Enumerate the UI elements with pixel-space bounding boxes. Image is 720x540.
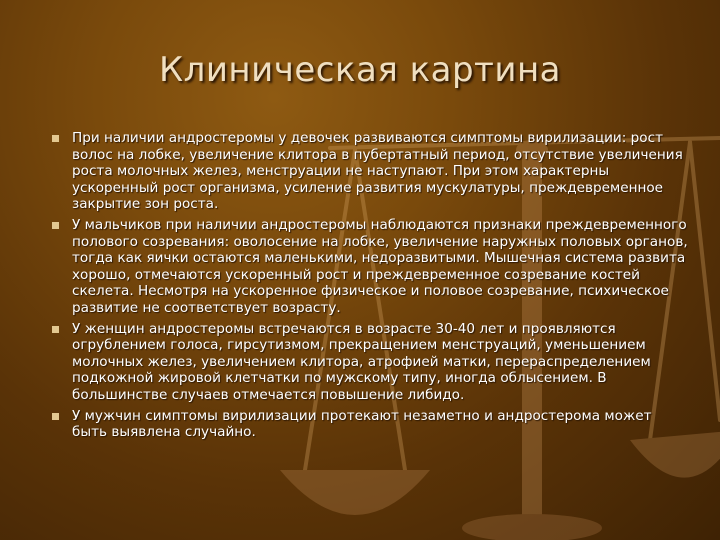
bullet-text: У женщин андростеромы встречаются в возрасте 30-40 лет и проявляются огрублением голоса, гирсутизмом, прекращением менструаций, уменьшением молочных желез, увеличением клитора, атрофией матки, перераспределением подкожной жировой клетчатки по мужскому типу, иногда облысением. В большинстве случаев отмечается повышение либидо. (72, 320, 651, 403)
square-bullet-icon (52, 413, 59, 420)
list-item (48, 408, 688, 441)
slide-title: Клиническая картина (158, 50, 562, 90)
list-item (48, 321, 688, 404)
list-item (48, 217, 688, 317)
square-bullet-icon (52, 326, 59, 333)
bullet-text: При наличии андростеромы у девочек развиваются симптомы вирилизации: рост волос на лобке, увеличение клитора в пубертатный период, отсутствие увеличения роста молочных желез, менструации не наступают. При этом характерны ускоренный рост организма, усиление развития мускулатуры, преждевременное закрытие зон роста. (72, 130, 683, 213)
square-bullet-icon (52, 222, 59, 229)
bullet-text: У мужчин симптомы вирилизации протекают незаметно и андростерома может быть выявлена случайно. (72, 407, 652, 441)
bullet-text: У мальчиков при наличии андростеромы наблюдаются признаки преждевременного полового созревания: оволосение на лобке, увеличение наружных половых органов, тогда как яички остаются маленькими, недоразвитыми. Мышечная система развита хорошо, отмечаются ускоренный рост и преждевременное созревание костей скелета. Несмотря на ускоренное физическое и половое созревание, психическое развитие не соответствует возрасту. (72, 216, 688, 316)
bullet-list (48, 130, 688, 445)
square-bullet-icon (52, 135, 59, 142)
list-item (48, 130, 688, 213)
